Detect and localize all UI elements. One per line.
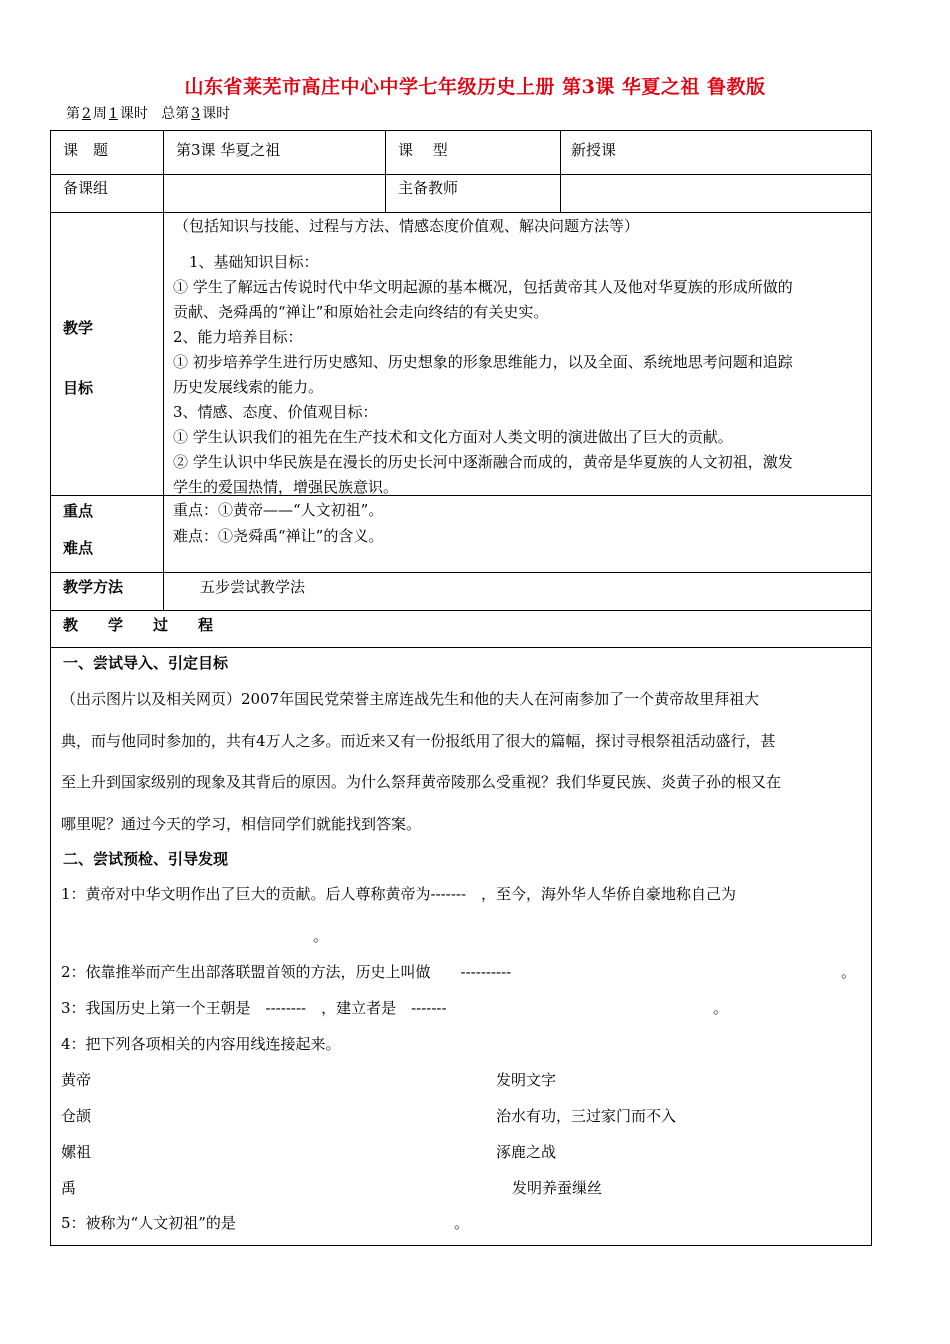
question-2-end: 。: [841, 963, 857, 981]
question-1: 1：黄帝对中华文明作出了巨大的贡献。后人尊称黄帝为------- ，至今，海外华人华侨自豪地称自己为: [61, 885, 737, 903]
row-divider: [51, 647, 871, 648]
lesson-number: 1: [108, 106, 118, 122]
question-1-end: 。: [313, 927, 329, 945]
row-divider: [51, 572, 871, 573]
key-point-text: 重点：①黄帝——“人文初祖”。: [173, 501, 384, 519]
process-heading: 教 学 过 程: [63, 616, 214, 634]
column-divider: [385, 131, 386, 212]
type-value: 新授课: [571, 141, 617, 159]
objectives-line: ① 初步培养学生进行历史感知、历史想象的形象思维能力，以及全面、系统地思考问题和追踪: [173, 353, 793, 371]
objectives-line: 2、能力培养目标：: [173, 328, 303, 346]
match-left-item: 仓颉: [61, 1107, 92, 1125]
section-1-line: （出示图片以及相关网页）2007年国民党荣誉主席连战先生和他的夫人在河南参加了一个黄帝故里拜祖大: [61, 690, 760, 708]
section-1-line: 典，而与他同时参加的，共有4万人之多。而近来又有一份报纸用了很大的篇幅，探讨寻根祭祖活动盛行，甚: [61, 732, 776, 750]
row-divider: [51, 212, 871, 213]
page-title: 山东省莱芜市高庄中心中学七年级历史上册 第3课 华夏之祖 鲁教版: [184, 76, 766, 98]
total-prefix: 总第: [161, 106, 190, 122]
question-3-end: 。: [713, 999, 729, 1017]
key-points-label-1: 重点: [63, 502, 94, 520]
objectives-line: ① 学生了解远古传说时代中华文明起源的基本概况，包括黄帝其人及他对华夏族的形成所做的: [173, 278, 793, 296]
column-divider: [163, 131, 164, 610]
objectives-line: 1、基础知识目标：: [189, 253, 319, 271]
match-left-item: 嫘祖: [61, 1143, 92, 1161]
question-2: 2：依靠推举而产生出部落联盟首领的方法，历史上叫做 ----------: [61, 963, 512, 981]
objectives-line: 历史发展线索的能力。: [173, 378, 324, 396]
objectives-line: 3、情感、态度、价值观目标：: [173, 403, 378, 421]
method-label: 教学方法: [63, 578, 124, 596]
lesson-label: 课时: [119, 106, 148, 122]
question-5-end: 。: [454, 1214, 470, 1232]
total-label: 课时: [202, 106, 231, 122]
lesson-plan-table: [50, 130, 872, 1246]
key-points-label-2: 难点: [63, 539, 94, 557]
section-1-heading: 一、尝试导入、引定目标: [63, 654, 229, 672]
question-3: 3：我国历史上第一个王朝是 -------- ，建立者是 -------: [61, 999, 447, 1017]
objectives-label-1: 教学: [63, 319, 94, 337]
match-left-item: 禹: [61, 1179, 77, 1197]
objectives-line: ② 学生认识中华民族是在漫长的历史长河中逐渐融合而成的，黄帝是华夏族的人文初祖，激发: [173, 453, 793, 471]
method-value: 五步尝试教学法: [200, 578, 306, 596]
match-right-item: 发明养蚕缫丝: [512, 1179, 603, 1197]
question-5: 5：被称为“人文初祖”的是: [61, 1214, 236, 1232]
row-divider: [51, 174, 871, 175]
topic-label: 课 题: [63, 141, 109, 159]
section-2-heading: 二、尝试预检、引导发现: [63, 850, 229, 868]
match-right-item: 发明文字: [496, 1071, 557, 1089]
question-4: 4：把下列各项相关的内容用线连接起来。: [61, 1035, 341, 1053]
week-number: 2: [82, 106, 91, 122]
match-right-item: 涿鹿之战: [496, 1143, 557, 1161]
schedule-line: [66, 103, 230, 123]
group-label: 备课组: [63, 179, 109, 197]
topic-value: 第3课 华夏之祖: [176, 141, 281, 159]
difficult-point-text: 难点：①尧舜禹“禅让”的含义。: [173, 527, 384, 545]
column-divider: [560, 131, 561, 212]
week-label: 周: [92, 106, 107, 122]
section-1-line: 哪里呢？通过今天的学习，相信同学们就能找到答案。: [61, 815, 422, 833]
section-1-line: 至上升到国家级别的现象及其背后的原因。为什么祭拜黄帝陵那么受重视？我们华夏民族、炎黄子孙的根又在: [61, 773, 782, 791]
objectives-line: 贡献、尧舜禹的“禅让”和原始社会走向终结的有关史实。: [173, 303, 549, 321]
objectives-line: （包括知识与技能、过程与方法、情感态度价值观、解决问题方法等）: [174, 217, 640, 235]
type-label: 课 型: [398, 141, 448, 159]
teacher-label: 主备教师: [398, 179, 459, 197]
objectives-label-2: 目标: [63, 379, 94, 397]
objectives-line: ① 学生认识我们的祖先在生产技术和文化方面对人类文明的演进做出了巨大的贡献。: [173, 428, 733, 446]
row-divider: [51, 610, 871, 611]
match-right-item: 治水有功，三过家门而不入: [496, 1107, 677, 1125]
match-left-item: 黄帝: [61, 1071, 92, 1089]
objectives-line: 学生的爱国热情，增强民族意识。: [173, 478, 399, 496]
week-prefix: 第: [66, 106, 80, 122]
total-number: 3: [191, 106, 201, 122]
